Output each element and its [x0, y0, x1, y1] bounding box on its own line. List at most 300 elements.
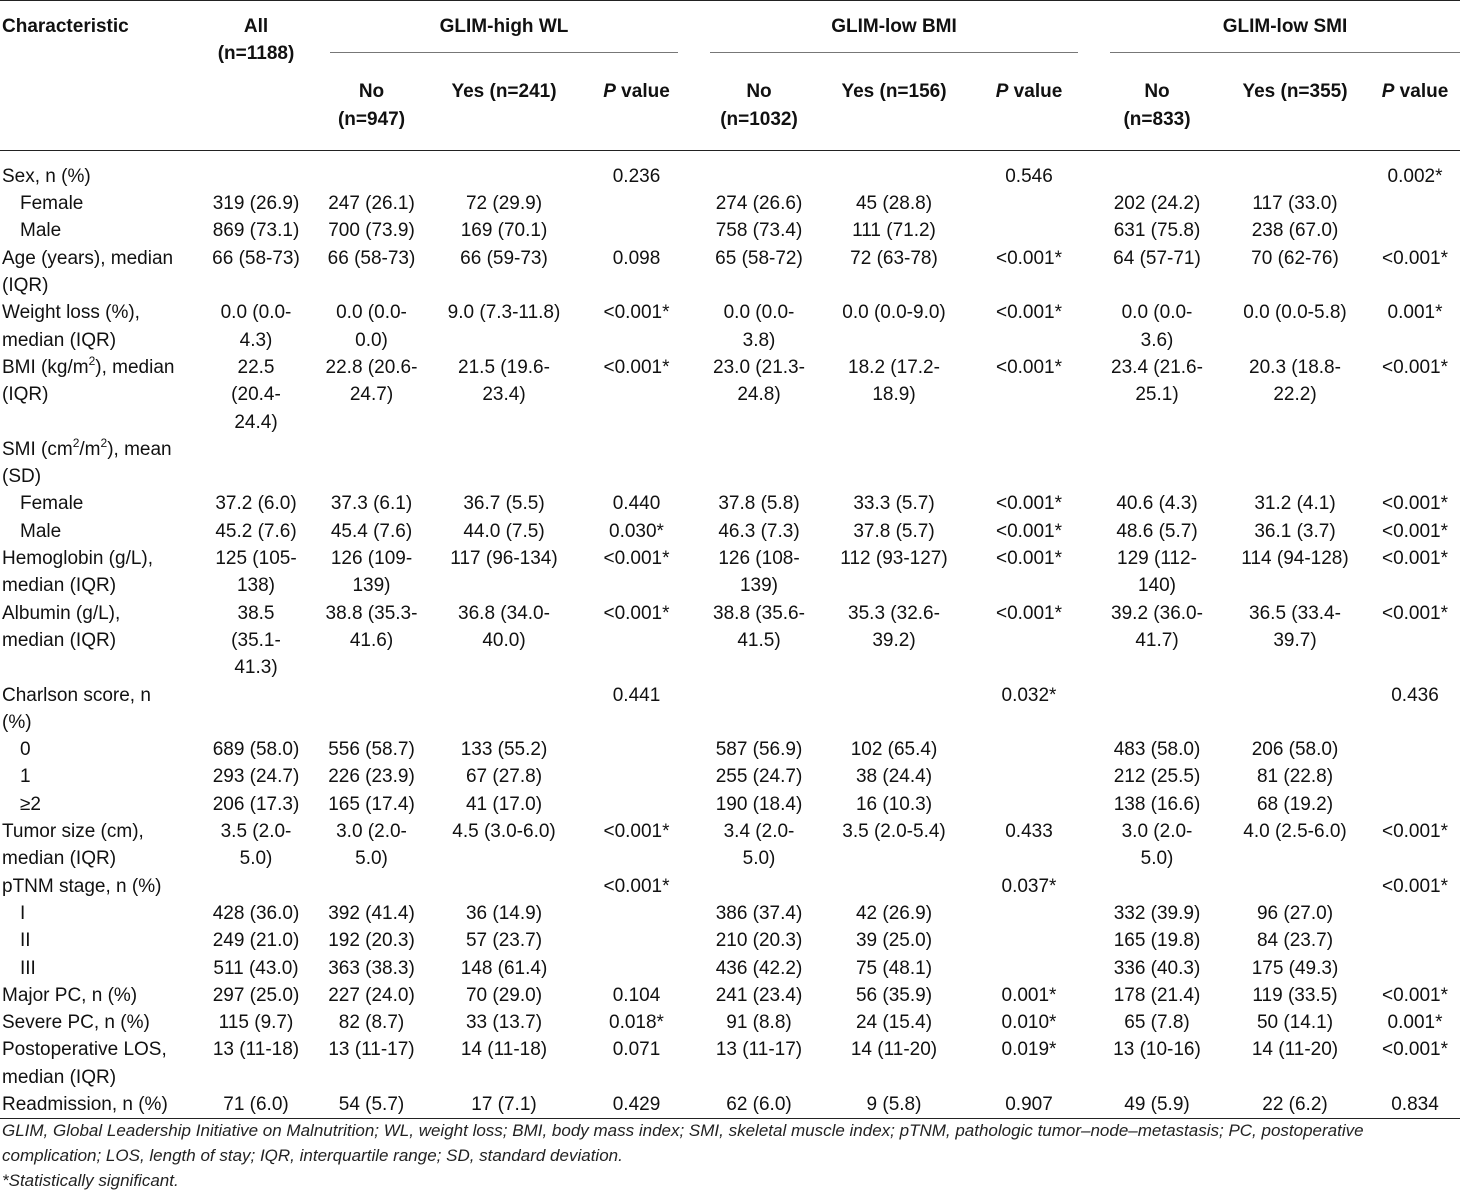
row-label — [0, 791, 198, 818]
p-value-cell: <0.001* — [995, 548, 1063, 570]
value-cell: 24 (15.4) — [855, 1012, 933, 1034]
table-row — [0, 490, 1460, 517]
cell-line: 36.5 (33.4- — [1249, 602, 1341, 624]
row-label — [0, 1036, 198, 1091]
p-value-cell — [964, 900, 1094, 927]
p-value-cell: <0.001* — [603, 356, 670, 378]
value-cell: 138 (16.6) — [1113, 793, 1201, 815]
cell-line: 20.3 (18.8- — [1249, 356, 1341, 378]
p-value-cell — [579, 791, 694, 818]
cell-line: (20.4- — [231, 384, 281, 406]
cell-line: 0.0 (0.0- — [1121, 302, 1193, 324]
cell-line: 38.5 — [237, 602, 275, 624]
p-value-cell — [964, 763, 1094, 790]
row-label — [0, 518, 198, 545]
p-value-cell: 0.018* — [609, 1012, 664, 1034]
row-label-line: (IQR) — [2, 384, 49, 406]
value-cell: 68 (19.2) — [1256, 793, 1334, 815]
value-cell — [198, 682, 314, 737]
header-group-high-wl — [314, 1, 694, 66]
value-cell — [1220, 436, 1370, 491]
cell-line: 18.9) — [872, 384, 916, 406]
cell-line: 39.2 (36.0- — [1111, 602, 1203, 624]
p-value-cell: <0.001* — [995, 247, 1063, 269]
label-part: ), median — [95, 356, 175, 378]
row-label-line: pTNM stage, n (%) — [2, 875, 162, 897]
cell-line: 126 (109- — [330, 548, 413, 570]
p-value-cell: <0.001* — [603, 821, 670, 843]
p-value-cell: 0.001* — [1387, 302, 1443, 324]
value-cell: 36.7 (5.5) — [463, 493, 545, 515]
p-value-cell: 0.429 — [612, 1093, 661, 1115]
p-value-cell — [1370, 217, 1460, 244]
cell-line: 4.3) — [239, 329, 273, 351]
value-cell — [314, 682, 429, 737]
value-cell: 212 (25.5) — [1113, 766, 1201, 788]
value-cell: 226 (23.9) — [328, 766, 415, 788]
cell-line: 40.0) — [482, 629, 526, 651]
value-cell — [694, 873, 824, 900]
value-cell: 14 (11-20) — [1251, 1039, 1339, 1061]
value-cell — [314, 354, 429, 436]
value-cell: 66 (58-73) — [212, 247, 300, 269]
value-cell: 38 (24.4) — [855, 766, 933, 788]
p-value-cell: <0.001* — [603, 602, 670, 624]
table-row — [0, 1009, 1460, 1036]
table-row — [0, 682, 1460, 737]
subheader-no — [694, 65, 824, 150]
value-cell: 293 (24.7) — [212, 766, 300, 788]
value-cell: 37.8 (5.8) — [718, 493, 800, 515]
cell-line: 18.2 (17.2- — [848, 356, 940, 378]
table-row — [0, 1091, 1460, 1119]
value-cell: 363 (38.3) — [328, 957, 415, 979]
row-label — [0, 736, 198, 763]
cell-line: 3.4 (2.0- — [723, 821, 795, 843]
row-label-line: 1 — [20, 766, 31, 788]
value-cell: 17 (7.1) — [471, 1093, 537, 1115]
value-cell: 65 (58-72) — [715, 247, 803, 269]
value-cell — [824, 436, 964, 491]
value-cell — [314, 150, 429, 190]
value-cell: 758 (73.4) — [715, 220, 803, 242]
label-part: /m — [79, 438, 101, 460]
p-value-cell: <0.001* — [603, 302, 670, 324]
table-body — [0, 150, 1460, 1118]
row-label-line: Charlson score, n — [2, 684, 151, 706]
row-label-line: median (IQR) — [2, 329, 117, 351]
value-cell: 274 (26.6) — [715, 193, 803, 215]
p-value-cell: <0.001* — [1381, 356, 1449, 378]
cell-line: 5.0) — [355, 848, 388, 870]
p-value-cell: 0.071 — [612, 1039, 661, 1061]
value-cell: 91 (8.8) — [726, 1012, 792, 1034]
p-value-cell — [579, 190, 694, 217]
table-row — [0, 299, 1460, 354]
subheader-no-n: (n=833) — [1123, 108, 1191, 130]
value-cell: 689 (58.0) — [212, 739, 300, 761]
p-value-cell — [1370, 190, 1460, 217]
p-value-cell — [1370, 736, 1460, 763]
value-cell — [1094, 873, 1220, 900]
value-cell — [1094, 682, 1220, 737]
table-row — [0, 245, 1460, 300]
label-part: BMI (kg/m — [2, 356, 89, 378]
p-value-cell — [579, 927, 694, 954]
row-label-line: Postoperative LOS, — [2, 1039, 167, 1061]
value-cell: 869 (73.1) — [212, 220, 300, 242]
row-label — [0, 818, 198, 873]
value-cell: 71 (6.0) — [223, 1093, 289, 1115]
row-label-line: median (IQR) — [2, 629, 117, 651]
value-cell — [429, 682, 579, 737]
value-cell: 0.0 (0.0-9.0) — [842, 302, 946, 324]
p-value-cell — [964, 436, 1094, 491]
p-italic: P — [995, 81, 1009, 103]
value-cell: 336 (40.3) — [1113, 957, 1201, 979]
value-cell: 72 (29.9) — [465, 193, 543, 215]
value-cell: 4.5 (3.0-6.0) — [452, 821, 556, 843]
value-cell — [198, 873, 314, 900]
p-value-cell: <0.001* — [603, 548, 670, 570]
header-group-low-smi — [1094, 1, 1460, 66]
cell-line: 38.8 (35.6- — [713, 602, 805, 624]
cell-line: 0.0 (0.0- — [336, 302, 407, 324]
table-row — [0, 900, 1460, 927]
table-row — [0, 955, 1460, 982]
value-cell: 42 (26.9) — [855, 902, 933, 924]
value-cell: 70 (29.0) — [465, 984, 543, 1006]
header-all-label: All — [243, 16, 269, 37]
value-cell — [1220, 873, 1370, 900]
p-rest: value — [1008, 81, 1063, 103]
value-cell: 178 (21.4) — [1113, 984, 1201, 1006]
p-value-cell: <0.001* — [995, 520, 1063, 542]
value-cell: 48.6 (5.7) — [1116, 520, 1198, 542]
group-label: GLIM-high WL — [330, 13, 678, 53]
value-cell: 133 (55.2) — [460, 739, 548, 761]
value-cell: 249 (21.0) — [212, 930, 300, 952]
table-row — [0, 354, 1460, 436]
cell-line: 0.0 (0.0- — [723, 302, 795, 324]
value-cell — [314, 873, 429, 900]
p-value-cell: <0.001* — [1381, 493, 1449, 515]
value-cell: 37.2 (6.0) — [215, 493, 297, 515]
table-row — [0, 818, 1460, 873]
value-cell: 16 (10.3) — [855, 793, 933, 815]
cell-line: 5.0) — [742, 848, 776, 870]
value-cell: 165 (17.4) — [328, 793, 415, 815]
value-cell: 297 (25.0) — [212, 984, 300, 1006]
value-cell: 45.4 (7.6) — [330, 520, 413, 542]
row-label — [0, 900, 198, 927]
subheader-p-value — [579, 65, 694, 150]
subheader-no — [314, 65, 429, 150]
cell-line: 23.4 (21.6- — [1111, 356, 1203, 378]
cell-line: 25.1) — [1135, 384, 1179, 406]
value-cell: 14 (11-20) — [850, 1039, 938, 1061]
cell-line: 139) — [739, 575, 779, 597]
p-value-cell: <0.001* — [995, 302, 1063, 324]
cell-line: 129 (112- — [1117, 548, 1197, 570]
row-label-line: Readmission, n (%) — [2, 1093, 168, 1115]
value-cell: 700 (73.9) — [328, 220, 415, 242]
value-cell — [694, 150, 824, 190]
p-rest: value — [1394, 81, 1449, 103]
table-row — [0, 1036, 1460, 1091]
value-cell — [314, 600, 429, 682]
p-value-cell — [579, 436, 694, 491]
row-label-line — [2, 354, 198, 381]
value-cell: 255 (24.7) — [715, 766, 803, 788]
cell-line: 41.5) — [737, 629, 781, 651]
value-cell: 81 (22.8) — [1256, 766, 1334, 788]
p-value-cell — [964, 927, 1094, 954]
value-cell — [694, 299, 824, 354]
value-cell — [824, 682, 964, 737]
value-cell: 192 (20.3) — [328, 930, 415, 952]
row-label-line: Hemoglobin (g/L), — [2, 548, 154, 570]
cell-line: 126 (108- — [718, 548, 800, 570]
table-row — [0, 150, 1460, 190]
value-cell: 45.2 (7.6) — [215, 520, 297, 542]
subheader-no-n: (n=947) — [337, 108, 406, 130]
p-value-cell — [579, 217, 694, 244]
p-value-cell: 0.098 — [612, 247, 661, 269]
row-label-line: Male — [20, 220, 62, 242]
cell-line: 35.3 (32.6- — [848, 602, 940, 624]
value-cell — [198, 150, 314, 190]
p-value-cell: 0.037* — [1001, 875, 1057, 897]
value-cell: 37.3 (6.1) — [330, 493, 413, 515]
value-cell: 3.5 (2.0-5.4) — [842, 821, 946, 843]
p-value-cell — [1370, 763, 1460, 790]
footnote-significance: *Statistically significant. — [2, 1171, 179, 1190]
value-cell: 45 (28.8) — [855, 193, 933, 215]
cell-line: 3.8) — [742, 329, 776, 351]
row-label — [0, 545, 198, 600]
cell-line: 23.0 (21.3- — [713, 356, 805, 378]
p-value-cell: 0.010* — [1001, 1012, 1057, 1034]
value-cell: 41 (17.0) — [465, 793, 543, 815]
value-cell: 70 (62-76) — [1251, 247, 1339, 269]
value-cell: 238 (67.0) — [1251, 220, 1339, 242]
p-value-cell: <0.001* — [1381, 247, 1449, 269]
footnote-abbreviations-2: complication; LOS, length of stay; IQR, interquartile range; SD, standard deviation. — [2, 1146, 623, 1165]
subheader-yes: Yes (n=241) — [451, 81, 557, 103]
value-cell — [314, 818, 429, 873]
table-row — [0, 873, 1460, 900]
cell-line: 3.0 (2.0- — [1121, 821, 1193, 843]
row-label-line: (IQR) — [2, 275, 49, 297]
value-cell — [694, 600, 824, 682]
row-label — [0, 600, 198, 682]
group-label: GLIM-low SMI — [1110, 13, 1460, 53]
value-cell: 319 (26.9) — [212, 193, 300, 215]
p-value-cell — [579, 763, 694, 790]
value-cell: 13 (11-18) — [212, 1039, 300, 1061]
value-cell: 13 (11-17) — [328, 1039, 415, 1061]
cell-line: 41.3) — [234, 657, 278, 679]
value-cell — [824, 150, 964, 190]
table-row — [0, 736, 1460, 763]
p-italic: P — [603, 81, 616, 103]
p-value-cell — [964, 190, 1094, 217]
subheader-yes: Yes (n=355) — [1242, 81, 1348, 103]
table-row — [0, 927, 1460, 954]
value-cell: 22 (6.2) — [1262, 1093, 1328, 1115]
cell-line: 0.0) — [355, 329, 388, 351]
value-cell: 241 (23.4) — [715, 984, 803, 1006]
row-label-line — [2, 436, 198, 463]
cell-line: 24.4) — [234, 411, 278, 433]
p-italic: P — [1381, 81, 1395, 103]
row-label-line: Female — [20, 193, 84, 215]
value-cell: 64 (57-71) — [1113, 247, 1201, 269]
header-all-n: (n=1188) — [217, 43, 295, 65]
row-label-line: Severe PC, n (%) — [2, 1012, 150, 1034]
p-value-cell: <0.001* — [1381, 602, 1449, 624]
row-label — [0, 1009, 198, 1036]
value-cell: 33.3 (5.7) — [853, 493, 935, 515]
value-cell: 119 (33.5) — [1252, 984, 1338, 1006]
p-value-cell: <0.001* — [1381, 520, 1449, 542]
value-cell: 50 (14.1) — [1256, 1012, 1334, 1034]
cell-line: 21.5 (19.6- — [458, 356, 550, 378]
row-label — [0, 299, 198, 354]
cell-line: 39.2) — [872, 629, 916, 651]
value-cell: 13 (11-17) — [715, 1039, 803, 1061]
value-cell — [198, 299, 314, 354]
value-cell — [824, 354, 964, 436]
table-row — [0, 791, 1460, 818]
value-cell: 115 (9.7) — [218, 1012, 294, 1034]
p-value-cell — [1370, 927, 1460, 954]
row-label — [0, 217, 198, 244]
row-label-line: median (IQR) — [2, 575, 117, 597]
row-label-line: II — [20, 930, 31, 952]
p-value-cell — [1370, 955, 1460, 982]
cell-line: 41.6) — [349, 629, 394, 651]
value-cell — [694, 354, 824, 436]
value-cell — [1094, 436, 1220, 491]
p-value-cell: 0.002* — [1387, 165, 1443, 187]
value-cell: 36.1 (3.7) — [1254, 520, 1336, 542]
row-label — [0, 190, 198, 217]
row-label — [0, 1091, 198, 1119]
value-cell — [694, 818, 824, 873]
value-cell: 13 (10-16) — [1113, 1039, 1201, 1061]
value-cell: 428 (36.0) — [212, 902, 300, 924]
row-label-line: Major PC, n (%) — [2, 984, 138, 1006]
value-cell — [1220, 354, 1370, 436]
value-cell: 62 (6.0) — [726, 1093, 792, 1115]
p-value-cell — [579, 736, 694, 763]
label-part: SMI (cm — [2, 438, 73, 460]
row-label — [0, 682, 198, 737]
value-cell: 0.0 (0.0-5.8) — [1243, 302, 1347, 324]
row-label — [0, 436, 198, 491]
cell-line: 36.8 (34.0- — [458, 602, 550, 624]
value-cell — [314, 299, 429, 354]
row-label-line: Weight loss (%), — [2, 302, 140, 324]
group-label: GLIM-low BMI — [710, 13, 1078, 53]
p-value-cell: 0.030* — [609, 520, 664, 542]
value-cell — [694, 682, 824, 737]
table-row — [0, 436, 1460, 491]
p-value-cell: <0.001* — [1381, 875, 1449, 897]
row-label-line: Female — [20, 493, 84, 515]
value-cell: 169 (70.1) — [460, 220, 548, 242]
cell-line: 140) — [1137, 575, 1177, 597]
superscript: 2 — [88, 353, 96, 368]
value-cell — [314, 545, 429, 600]
value-cell: 511 (43.0) — [213, 957, 299, 979]
value-cell — [198, 818, 314, 873]
value-cell: 175 (49.3) — [1251, 957, 1339, 979]
value-cell: 39 (25.0) — [855, 930, 933, 952]
p-value-cell: 0.436 — [1391, 684, 1439, 706]
value-cell: 332 (39.9) — [1113, 902, 1201, 924]
cell-line: 0.0 (0.0- — [220, 302, 292, 324]
p-value-cell: 0.433 — [1005, 821, 1053, 843]
value-cell: 96 (27.0) — [1256, 902, 1334, 924]
cell-line: 23.4) — [482, 384, 526, 406]
value-cell — [198, 545, 314, 600]
row-label — [0, 927, 198, 954]
subheader-no-label: No — [746, 81, 772, 103]
value-cell: 392 (41.4) — [328, 902, 415, 924]
subheader-yes: Yes (n=156) — [841, 81, 947, 103]
value-cell: 72 (63-78) — [850, 247, 938, 269]
cell-line: 22.2) — [1273, 384, 1317, 406]
value-cell: 556 (58.7) — [328, 739, 415, 761]
value-cell — [1220, 150, 1370, 190]
row-label — [0, 873, 198, 900]
value-cell: 9 (5.8) — [866, 1093, 922, 1115]
p-value-cell: 0.001* — [1001, 984, 1057, 1006]
p-value-cell — [964, 955, 1094, 982]
row-label-line: (SD) — [2, 466, 42, 488]
row-label — [0, 490, 198, 517]
value-cell: 54 (5.7) — [338, 1093, 405, 1115]
p-value-cell — [1370, 900, 1460, 927]
p-value-cell: 0.001* — [1387, 1012, 1443, 1034]
p-value-cell: <0.001* — [1381, 984, 1449, 1006]
p-value-cell: 0.236 — [612, 165, 661, 187]
value-cell — [1094, 818, 1220, 873]
table-row — [0, 545, 1460, 600]
cell-line: 24.7) — [349, 384, 394, 406]
p-value-cell: 0.104 — [612, 984, 661, 1006]
value-cell: 117 (96-134) — [450, 548, 558, 570]
row-label-line: median (IQR) — [2, 1066, 117, 1088]
value-cell: 102 (65.4) — [850, 739, 938, 761]
cell-line: 138) — [236, 575, 276, 597]
value-cell: 114 (94-128) — [1241, 548, 1349, 570]
table-row — [0, 982, 1460, 1009]
label-part: ), mean — [107, 438, 172, 460]
p-value-cell — [579, 900, 694, 927]
value-cell — [1094, 150, 1220, 190]
cell-line: 3.0 (2.0- — [336, 821, 407, 843]
cell-line: 38.8 (35.3- — [325, 602, 418, 624]
value-cell: 82 (8.7) — [338, 1012, 405, 1034]
value-cell: 9.0 (7.3-11.8) — [447, 302, 561, 324]
p-value-cell: <0.001* — [1381, 821, 1449, 843]
value-cell: 587 (56.9) — [715, 739, 803, 761]
table-row — [0, 600, 1460, 682]
